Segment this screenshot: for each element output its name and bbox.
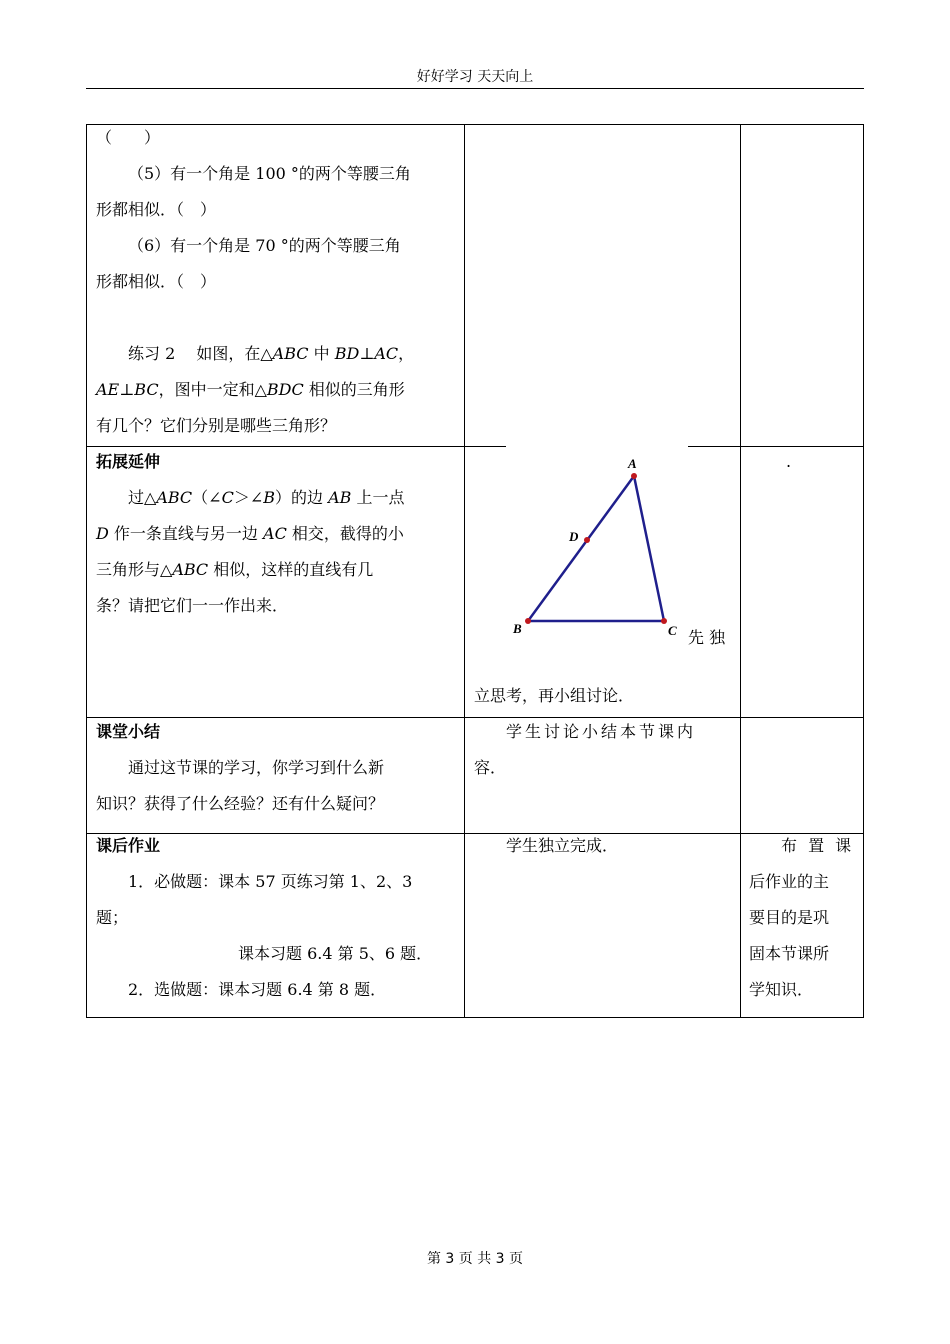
column-divider-1 (464, 124, 465, 1018)
homework-line2: 题； (96, 908, 129, 927)
row4-content (96, 828, 456, 1008)
page-header: 好好学习 天天向上 (86, 66, 864, 89)
question-5-line1: （5）有一个角是 100 °的两个等腰三角 (128, 164, 411, 183)
homework-line1: 1．必做题：课本 57 页练习第 1、2、3 (128, 872, 413, 891)
summary-line2: 知识？获得了什么经验？还有什么疑问？ (96, 794, 385, 813)
exercise-2-line3: 有几个？它们分别是哪些三角形？ (96, 416, 337, 435)
row4-right-line3: 要目的是巩 (749, 908, 830, 927)
table-border-bottom (86, 1017, 864, 1018)
question-6-line2: 形都相似．（ ） (96, 272, 217, 291)
homework-heading: 课后作业 (96, 836, 161, 855)
homework-line3: 课本习题 6.4 第 5、6 题． (238, 944, 433, 963)
homework-line4: 2．选做题：课本习题 6.4 第 8 题． (128, 980, 387, 999)
extension-line4: 条？请把它们一一作出来． (96, 596, 289, 615)
row3-mid-line1: 学生讨论小结本节课内 (506, 722, 697, 741)
table-border-right (863, 124, 864, 1018)
page-footer: 第 3 页 共 3 页 (426, 1251, 524, 1267)
summary-heading: 课堂小结 (96, 722, 161, 741)
label-a: A (628, 456, 637, 471)
table-border-left (86, 124, 87, 1018)
exercise-2-line1: 练习 2 如图，在△ABC 中 BD⊥AC， (128, 344, 415, 363)
row1-content (96, 120, 456, 444)
triangle-abc (528, 476, 664, 621)
point-a (631, 473, 637, 479)
row2-content (96, 444, 456, 624)
extension-line3: 三角形与△ABC 相似，这样的直线有几 (96, 560, 374, 579)
extension-line1: 过△ABC（∠C＞∠B）的边 AB 上一点 (128, 488, 405, 507)
summary-line1: 通过这节课的学习，你学习到什么新 (128, 758, 385, 777)
extension-heading: 拓展延伸 (96, 452, 161, 471)
row3-mid-line2: 容． (474, 758, 507, 777)
row4-mid (474, 828, 734, 864)
row2-mid-text1: 先 独 (688, 628, 726, 647)
row3-mid (474, 714, 734, 786)
point-b (525, 618, 531, 624)
row4-right-line4: 固本节课所 (749, 944, 830, 963)
row4-mid-line: 学生独立完成． (506, 836, 619, 855)
row4-right-line5: 学知识． (749, 980, 814, 999)
question-6-line1: （6）有一个角是 70 °的两个等腰三角 (128, 236, 401, 255)
point-d (584, 537, 590, 543)
blank-line (96, 300, 456, 336)
triangle-figure (506, 446, 688, 646)
row3-content (96, 714, 456, 822)
extension-line2: D 作一条直线与另一边 AC 相交，截得的小 (96, 524, 404, 543)
row2-right-dot: . (786, 452, 792, 471)
question-5-line2: 形都相似．（ ） (96, 200, 217, 219)
lesson-table (86, 124, 864, 1018)
label-b: B (513, 621, 522, 636)
row4-right (749, 828, 857, 1008)
label-d: D (569, 529, 579, 544)
row4-right-line2: 后作业的主 (749, 872, 830, 891)
row-divider-1b (688, 446, 864, 447)
row4-right-line1: 布 置 课 (781, 836, 855, 855)
point-c (661, 618, 667, 624)
column-divider-2 (740, 124, 741, 1018)
label-c: C (668, 623, 677, 638)
row2-mid-text2: 立思考，再小组讨论． (474, 686, 635, 705)
paren-line: （ ） (96, 128, 161, 147)
exercise-2-line2: AE⊥BC，图中一定和△BDC 相似的三角形 (96, 380, 405, 399)
